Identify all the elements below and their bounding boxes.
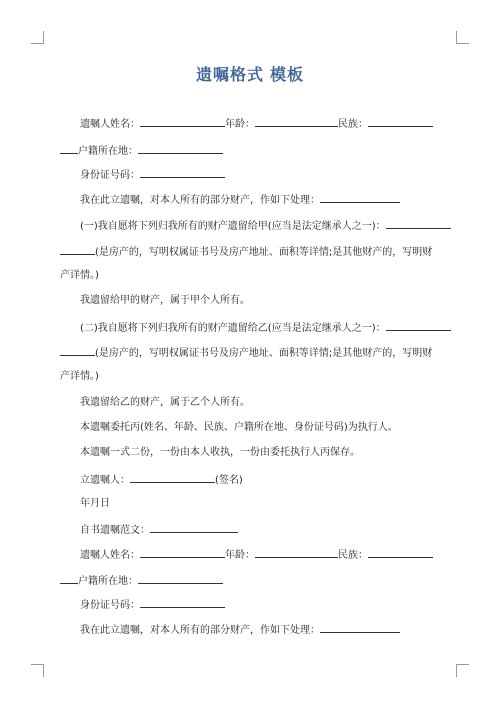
field-label: 立遗嘱人：: [80, 475, 130, 486]
paragraph-text: (一)我自愿将下列归我所有的财产遗留给甲(应当是法定继承人之一)：: [80, 221, 386, 232]
residence-blank[interactable]: [138, 143, 223, 154]
bequest-a-blank[interactable]: [386, 218, 451, 229]
declaration-line-2: [80, 622, 400, 638]
id-number-line: [80, 167, 225, 183]
field-label: 年龄：: [225, 550, 255, 561]
paragraph-text: 产详情。): [60, 270, 99, 281]
bequest-b-details-line: [60, 345, 432, 361]
declaration-line: [80, 192, 400, 208]
bequest-b-ownership-line: [80, 396, 250, 410]
continuation-blank[interactable]: [60, 573, 78, 584]
crop-mark-top-right: [456, 31, 469, 44]
field-label: 民族：: [338, 119, 368, 130]
title-sub: 模板: [270, 65, 305, 84]
bequest-b-blank[interactable]: [386, 320, 451, 331]
disposition-blank[interactable]: [320, 622, 400, 633]
section-heading: 自书遗嘱范文：: [80, 525, 150, 536]
paragraph-text: 本遗嘱一式二份，一份由本人收执，一份由委托执行人丙保存。: [80, 447, 360, 458]
residence-line-2: [60, 573, 223, 589]
sample-heading-line: [80, 522, 238, 538]
date-text: 年月日: [80, 498, 110, 509]
title-main: 遗嘱格式: [195, 65, 264, 84]
name-blank[interactable]: [140, 116, 225, 127]
date-line: [80, 497, 110, 511]
residence-blank[interactable]: [138, 573, 223, 584]
paragraph-text: 我在此立遗嘱，对本人所有的部分财产，作如下处理：: [80, 625, 320, 636]
paragraph-text: 我在此立遗嘱，对本人所有的部分财产，作如下处理：: [80, 195, 320, 206]
signature-note: (签名): [215, 475, 243, 486]
continuation-blank[interactable]: [60, 143, 78, 154]
age-blank[interactable]: [255, 116, 338, 127]
field-label: 身份证号码：: [80, 600, 140, 611]
id-number-blank[interactable]: [140, 597, 225, 608]
paragraph-text: 我遗留给甲的财产，属于甲个人所有。: [80, 295, 250, 306]
name-blank[interactable]: [140, 547, 225, 558]
property-a-blank[interactable]: [60, 244, 95, 255]
testator-info-line: [80, 116, 433, 132]
sample-blank[interactable]: [150, 522, 238, 533]
id-number-line-2: [80, 597, 225, 613]
document-title: [0, 62, 500, 85]
bequest-a-line: [80, 218, 451, 234]
signature-blank[interactable]: [130, 472, 215, 483]
signature-line: [80, 472, 243, 488]
age-blank[interactable]: [255, 547, 338, 558]
crop-mark-bottom-right: [456, 664, 469, 677]
ethnicity-blank[interactable]: [368, 116, 433, 127]
executor-line: [80, 421, 398, 435]
field-label: 身份证号码：: [80, 170, 140, 181]
copies-line: [80, 446, 360, 460]
bequest-a-details-line: [60, 244, 432, 260]
field-label: 户籍所在地：: [78, 576, 138, 587]
paragraph-text: 我遗留给乙的财产，属于乙个人所有。: [80, 397, 250, 408]
field-label: 户籍所在地：: [78, 146, 138, 157]
id-number-blank[interactable]: [140, 167, 225, 178]
bequest-b-line: [80, 320, 451, 336]
paragraph-text: (是房产的，写明权属证书号及房产地址、面积等详情;是其他财产的，写明财: [95, 348, 433, 359]
paragraph-text: (是房产的，写明权属证书号及房产地址、面积等详情;是其他财产的，写明财: [95, 247, 433, 258]
ethnicity-blank[interactable]: [368, 547, 433, 558]
field-label: 遗嘱人姓名：: [80, 119, 140, 130]
paragraph-text: 产详情。): [60, 371, 99, 382]
testator-info-line-2: [80, 547, 433, 563]
field-label: 年龄：: [225, 119, 255, 130]
field-label: 民族：: [338, 550, 368, 561]
residence-line: [60, 143, 223, 159]
bequest-a-details-end: [60, 269, 99, 283]
crop-mark-top-left: [31, 31, 44, 44]
crop-mark-bottom-left: [31, 664, 44, 677]
property-b-blank[interactable]: [60, 345, 95, 356]
paragraph-text: (二)我自愿将下列归我所有的财产遗留给乙(应当是法定继承人之一)：: [80, 323, 386, 334]
field-label: 遗嘱人姓名：: [80, 550, 140, 561]
bequest-b-details-end: [60, 370, 99, 384]
paragraph-text: 本遗嘱委托丙(姓名、年龄、民族、户籍所在地、身份证号码)为执行人。: [80, 422, 398, 433]
disposition-blank[interactable]: [320, 192, 400, 203]
bequest-a-ownership-line: [80, 294, 250, 308]
